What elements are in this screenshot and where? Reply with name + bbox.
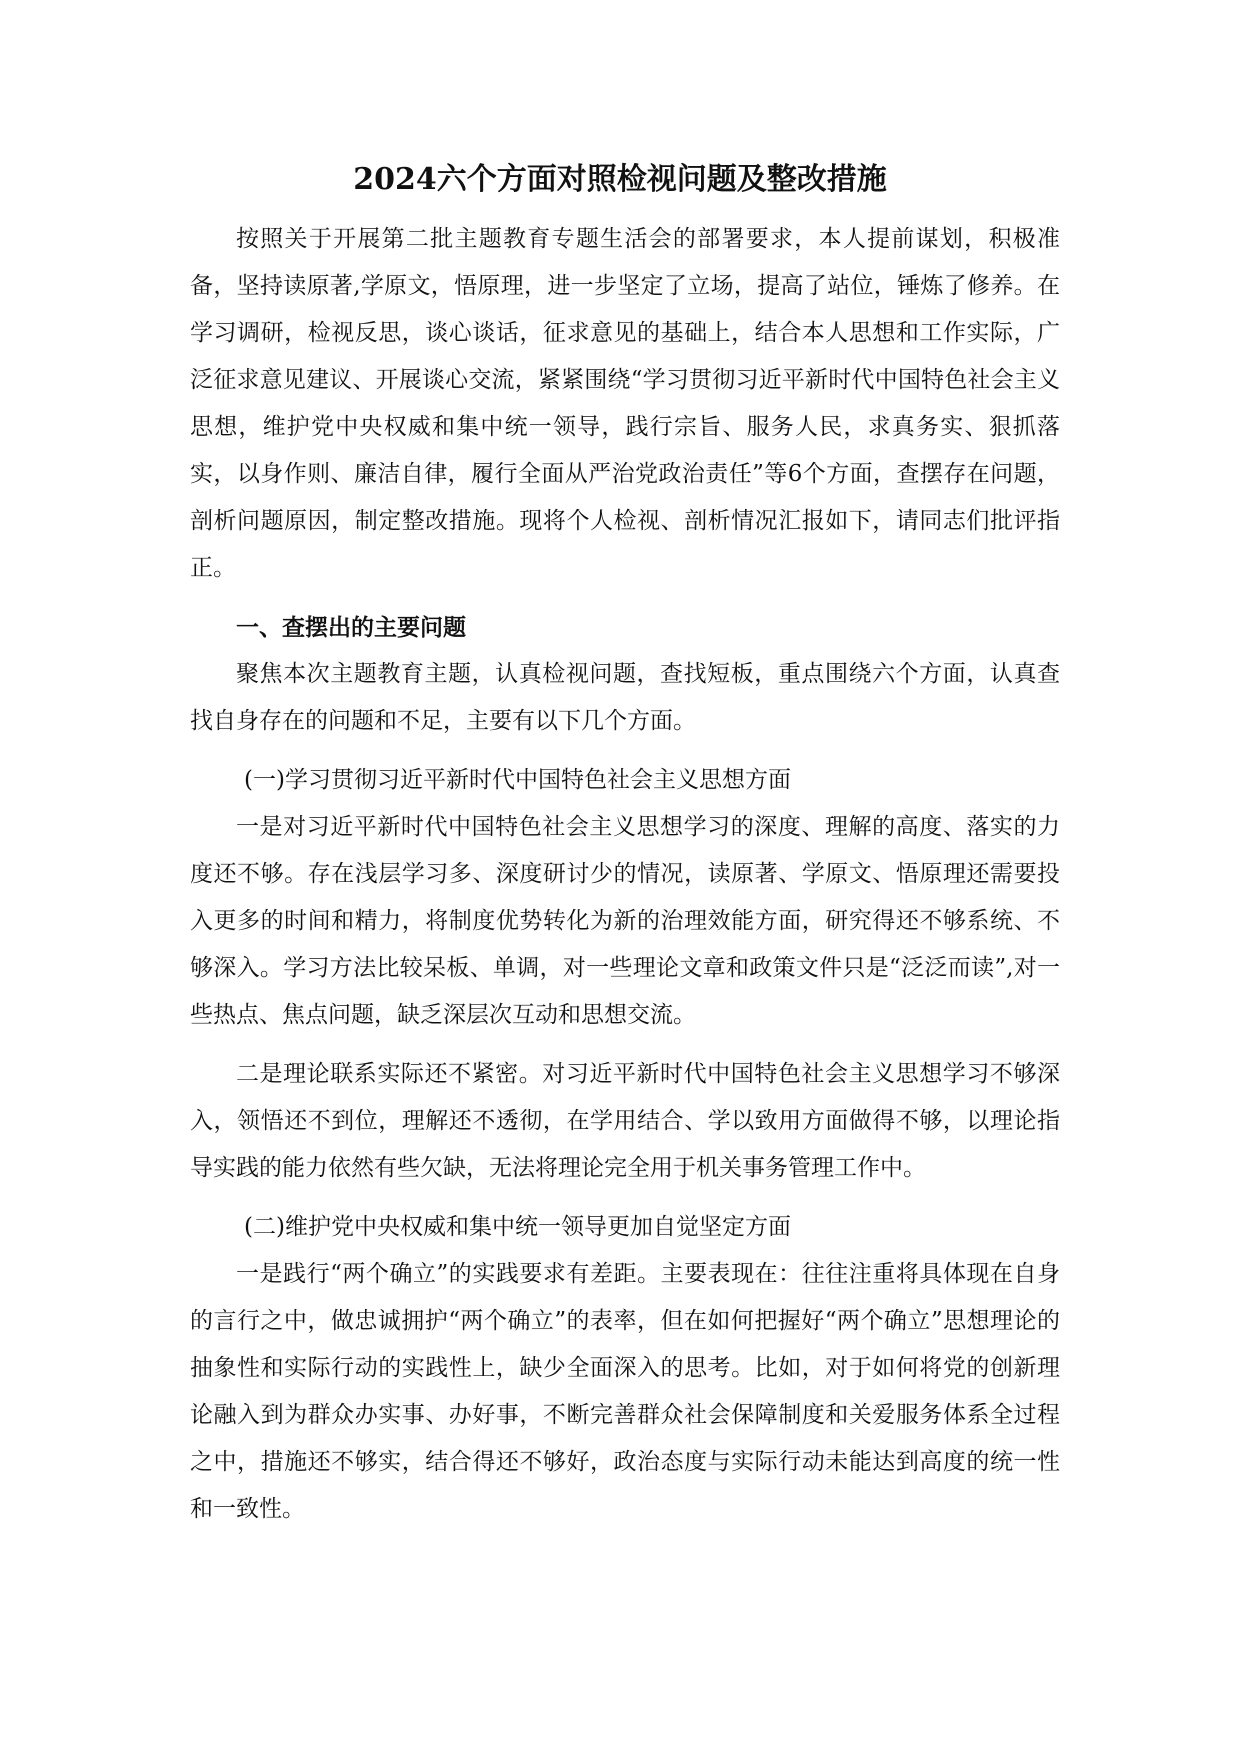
document-body bbox=[190, 216, 1060, 1533]
subsection-1-paragraph-2: 二是理论联系实际还不紧密。对习近平新时代中国特色社会主义思想学习不够深入，领悟还不到位，理解还不透彻，在学用结合、学以致用方面做得不够，以理论指导实践的能力依然有些欠缺，无法将理论完全用于机关事务管理工作中。 bbox=[190, 1061, 1060, 1181]
subsection-1-paragraph-1: 一是对习近平新时代中国特色社会主义思想学习的深度、理解的高度、落实的力度还不够。存在浅层学习多、深度研讨少的情况，读原著、学原文、悟原理还需要投入更多的时间和精力，将制度优势转化为新的治理效能方面，研究得还不够系统、不够深入。学习方法比较呆板、单调，对一些理论文章和政策文件只是“泛泛而读”,对一些热点、焦点问题，缺乏深层次互动和思想交流。 bbox=[190, 814, 1060, 1028]
subsection-heading-2: (二)维护党中央权威和集中统一领导更加自觉坚定方面 bbox=[244, 1214, 791, 1240]
intro-paragraph: 按照关于开展第二批主题教育专题生活会的部署要求，本人提前谋划，积极准备，坚持读原著,学原文，悟原理，进一步坚定了立场，提高了站位，锤炼了修养。在学习调研，检视反思，谈心谈话，征求意见的基础上，结合本人思想和工作实际，广泛征求意见建议、开展谈心交流，紧紧围绕“学习贯彻习近平新时代中国特色社会主义思想，维护党中央权威和集中统一领导，践行宗旨、服务人民，求真务实、狠抓落实，以身作则、廉洁自律，履行全面从严治党政治责任”等6个方面，查摆存在问题，剖析问题原因，制定整改措施。现将个人检视、剖析情况汇报如下，请同志们批评指正。 bbox=[190, 226, 1060, 581]
document-title: 2024六个方面对照检视问题及整改措施 bbox=[353, 162, 887, 197]
section-heading-problems: 一、查摆出的主要问题 bbox=[236, 614, 466, 641]
section-intro-paragraph: 聚焦本次主题教育主题，认真检视问题，查找短板，重点围绕六个方面，认真查找自身存在的问题和不足，主要有以下几个方面。 bbox=[190, 661, 1060, 734]
subsection-2-paragraph-1: 一是践行“两个确立”的实践要求有差距。主要表现在：往往注重将具体现在自身的言行之中，做忠诚拥护“两个确立”的表率，但在如何把握好“两个确立”思想理论的抽象性和实际行动的实践性上，缺少全面深入的思考。比如，对于如何将党的创新理论融入到为群众办实事、办好事，不断完善群众社会保障制度和关爱服务体系全过程之中，措施还不够实，结合得还不够好，政治态度与实际行动未能达到高度的统一性和一致性。 bbox=[190, 1261, 1060, 1522]
subsection-heading-1: (一)学习贯彻习近平新时代中国特色社会主义思想方面 bbox=[244, 767, 791, 793]
